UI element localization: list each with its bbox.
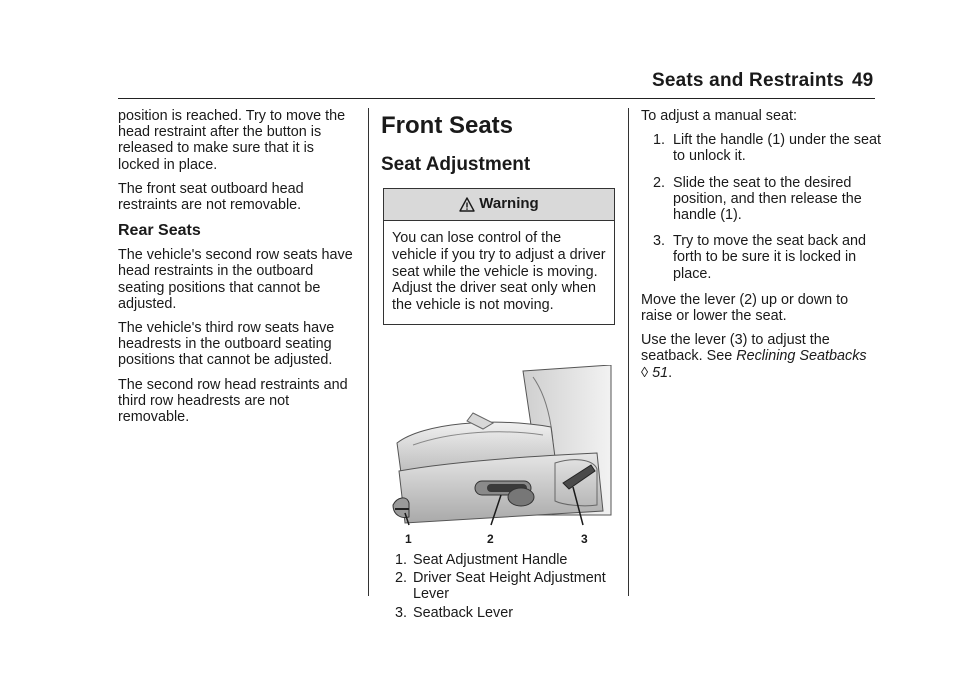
- list-text: Slide the seat to the desired position, and then release the handle (1).: [673, 174, 862, 224]
- column-divider-right: [628, 108, 629, 596]
- callout-label-1: 1: [405, 531, 412, 546]
- warning-icon: [459, 197, 475, 213]
- paragraph: Move the lever (2) up or down to raise or lower the seat.: [641, 291, 849, 325]
- text-run: Use the lever (3) to adjust the seatback. See: [641, 332, 830, 365]
- paragraph: The front seat outboard head restraints are not removable.: [118, 180, 304, 214]
- cross-reference-page[interactable]: 51: [652, 364, 669, 381]
- header-rule: [118, 98, 875, 99]
- warning-box: [383, 188, 615, 325]
- step-list: [641, 132, 881, 282]
- cross-reference-link[interactable]: Reclining Seatbacks: [736, 348, 867, 365]
- seat-drawing: [383, 365, 613, 530]
- list-number: 1.: [394, 551, 407, 568]
- list-number: 3.: [394, 604, 407, 621]
- list-number: 3.: [652, 233, 665, 250]
- list-item: [641, 175, 881, 224]
- column-middle: [381, 108, 614, 623]
- paragraph: [641, 332, 881, 381]
- running-header-title: Seats and Restraints: [652, 70, 844, 91]
- list-text: Seatback Lever: [413, 604, 513, 621]
- list-text: Lift the handle (1) under the seat to unlock it.: [673, 132, 882, 165]
- callout-label-2: 2: [487, 531, 494, 546]
- paragraph: The second row head restraints and third row headrests are not removable.: [118, 376, 348, 426]
- callout-label-3: 3: [581, 531, 588, 546]
- warning-header: [384, 189, 614, 221]
- list-number: 1.: [652, 132, 665, 149]
- paragraph: The vehicle's second row seats have head restraints in the outboard seating positions that cannot be adjusted.: [118, 247, 353, 312]
- list-text: Driver Seat Height Adjustment Lever: [413, 570, 606, 603]
- warning-label: Warning: [479, 195, 539, 213]
- paragraph: position is reached. Try to move the head restraint after the button is released to make sure that it is locked in place.: [118, 108, 346, 173]
- list-item: [381, 552, 614, 568]
- page-ref-icon: ◊: [641, 364, 649, 381]
- subsection-title-seat-adjustment: Seat Adjustment: [381, 154, 531, 175]
- list-item: [641, 233, 881, 282]
- column-divider-left: [368, 108, 369, 596]
- figure-caption-list: [381, 552, 614, 621]
- paragraph: To adjust a manual seat:: [641, 108, 797, 124]
- column-left: [118, 108, 358, 433]
- warning-text: You can lose control of the vehicle if you try to adjust a driver seat while the vehicle is moving. Adjust the driver seat only when the vehicle is not moving.: [392, 230, 606, 314]
- paragraph: The vehicle's third row seats have headrests in the outboard seating positions that cannot be adjusted.: [118, 320, 335, 369]
- list-number: 2.: [652, 174, 665, 191]
- list-item: [641, 132, 881, 164]
- list-number: 2.: [394, 570, 407, 587]
- list-text: Try to move the seat back and forth to be sure it is locked in place.: [673, 233, 867, 282]
- text-run: .: [668, 364, 673, 381]
- column-right: [641, 108, 881, 389]
- list-item: [381, 605, 614, 621]
- seat-illustration: [383, 365, 613, 546]
- page-number: 49: [852, 70, 874, 91]
- list-item: [381, 570, 614, 602]
- section-title-front-seats: Front Seats: [381, 112, 514, 139]
- section-heading-rear-seats: Rear Seats: [118, 222, 201, 240]
- list-text: Seat Adjustment Handle: [413, 551, 568, 568]
